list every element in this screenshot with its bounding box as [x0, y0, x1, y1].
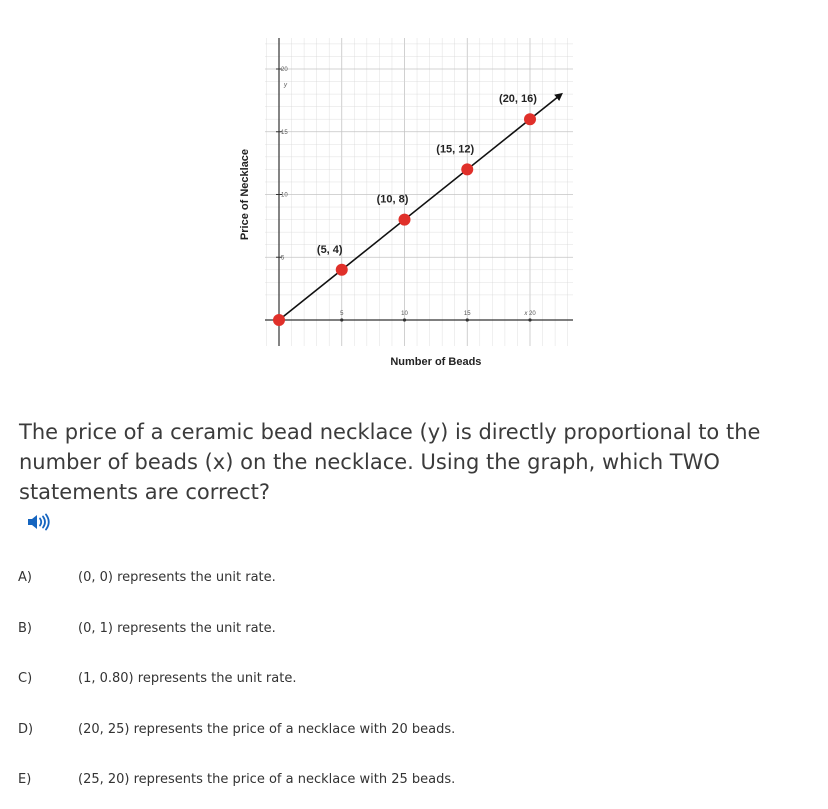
choice-text: (0, 0) represents the unit rate. — [78, 570, 276, 585]
data-point — [336, 264, 348, 276]
choice-d[interactable] — [0, 719, 828, 743]
question-text: The price of a ceramic bead necklace (y) is directly proportional to the number of beads (x) on the necklace. Using the graph, which TWO statements are correct? — [19, 420, 761, 504]
x-tick-label: 15 — [463, 311, 471, 317]
y-tick-label: 5 — [281, 255, 285, 262]
y-tick-label: 10 — [281, 192, 288, 199]
choice-letter: B) — [18, 621, 32, 636]
x-tick-mark — [340, 318, 343, 321]
choice-text: (20, 25) represents the price of a necklace with 20 beads. — [78, 722, 456, 737]
choice-letter: A) — [18, 570, 32, 585]
y-tick-label: 20 — [281, 67, 288, 73]
data-point — [399, 214, 411, 226]
y-axis-title: Price of Necklace — [239, 148, 251, 241]
choice-letter: E) — [18, 772, 32, 787]
x-tick-mark — [528, 318, 531, 321]
grid — [265, 38, 573, 346]
choice-text: (0, 1) represents the unit rate. — [78, 621, 276, 636]
choice-letter: D) — [18, 722, 34, 737]
point-label: (15, 12) — [436, 143, 475, 156]
y-axis-var: y — [284, 82, 287, 89]
chart — [230, 28, 590, 373]
axes — [265, 38, 573, 346]
points — [273, 93, 537, 326]
speaker-icon[interactable] — [26, 512, 50, 536]
choice-e[interactable] — [0, 769, 828, 793]
x-tick-label: 10 — [401, 311, 408, 317]
choice-text: (25, 20) represents the price of a necklace with 25 beads. — [78, 772, 456, 787]
choice-b[interactable] — [0, 618, 828, 642]
data-point — [461, 163, 473, 175]
x-tick-label: x 20 — [524, 311, 536, 317]
choice-a[interactable] — [0, 567, 828, 591]
point-label: (20, 16) — [499, 93, 537, 106]
x-axis-var: x — [524, 311, 529, 317]
choice-text: (1, 0.80) represents the unit rate. — [78, 671, 297, 686]
point-label: (5, 4) — [316, 243, 343, 256]
x-tick-mark — [466, 318, 469, 321]
data-point — [273, 314, 285, 326]
data-point — [524, 113, 536, 125]
point-label: (10, 8) — [376, 193, 409, 206]
x-axis-title: Number of Beads — [390, 356, 482, 368]
choice-c[interactable] — [0, 668, 828, 692]
x-tick-mark — [403, 318, 406, 321]
x-tick-label: 5 — [340, 311, 344, 317]
y-tick-label: 15 — [281, 129, 288, 136]
choice-letter: C) — [18, 671, 33, 686]
